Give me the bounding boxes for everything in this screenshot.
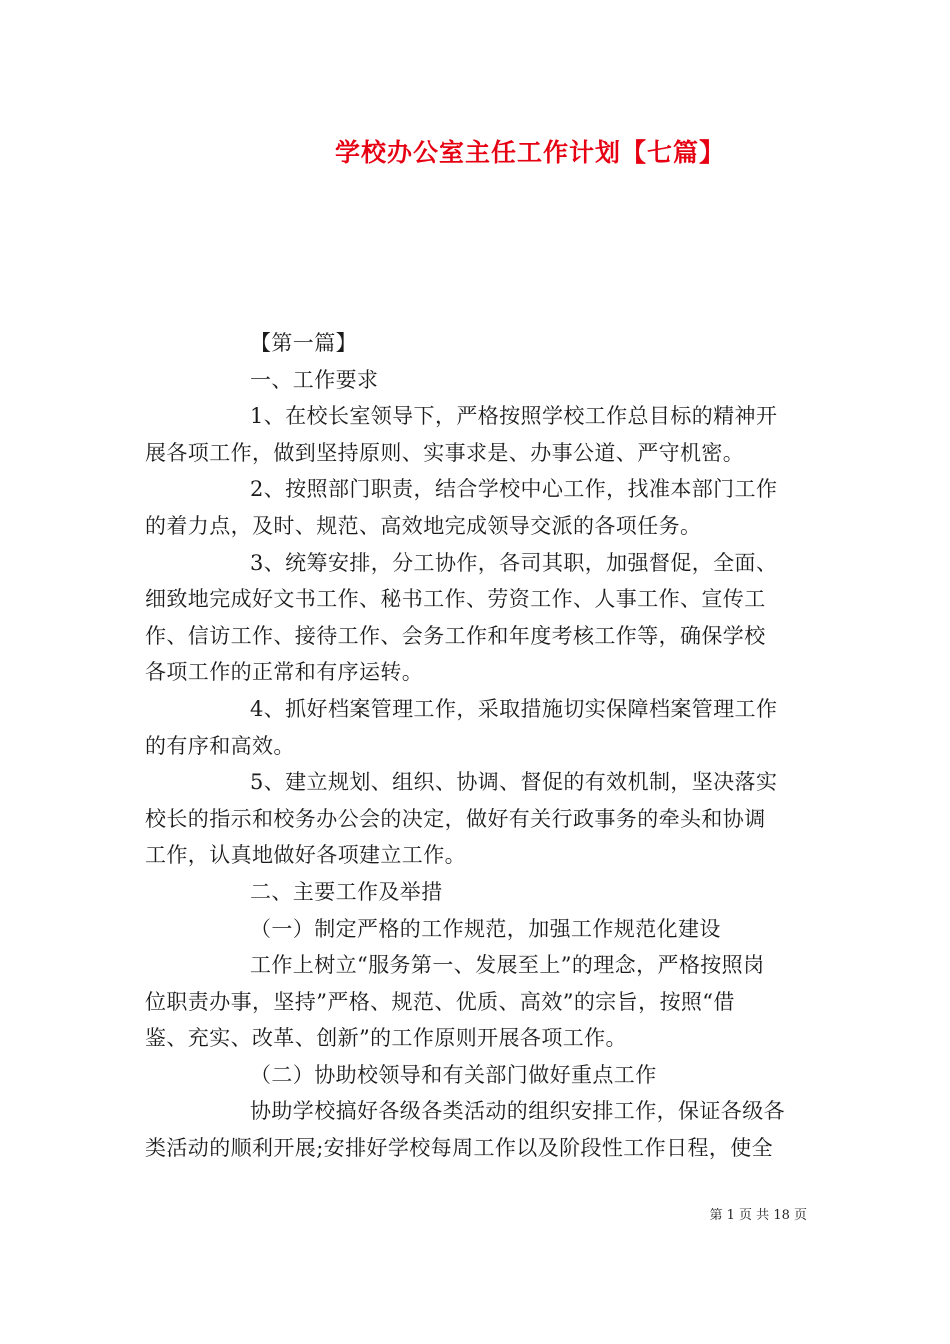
page-title: 学校办公室主任工作计划【七篇】 [334, 138, 725, 167]
text-line: 一、工作要求 [250, 367, 379, 392]
text-line: 位职责办事，坚持”严格、规范、优质、高效”的宗旨，按照“借 [145, 989, 735, 1014]
document-body [145, 325, 810, 1167]
text-line: 鉴、充实、改革、创新”的工作原则开展各项工作。 [145, 1026, 627, 1051]
page-number: 第 1 页 共 18 页 [709, 1208, 807, 1223]
text-line: 3、统筹安排，分工协作，各司其职，加强督促，全面、 [250, 550, 778, 575]
text-line: （一）制定严格的工作规范，加强工作规范化建设 [250, 916, 721, 941]
text-line: 作、信访工作、接待工作、会务工作和年度考核工作等，确保学校 [145, 623, 766, 648]
text-line: 校长的指示和校务办公会的决定，做好有关行政事务的牵头和协调 [145, 806, 766, 831]
text-line: 二、主要工作及举措 [250, 879, 443, 904]
text-line: 4、抓好档案管理工作，采取措施切实保障档案管理工作 [250, 696, 778, 721]
text-line: 工作，认真地做好各项建立工作。 [145, 843, 466, 868]
text-line: 细致地完成好文书工作、秘书工作、劳资工作、人事工作、宣传工 [145, 587, 766, 612]
text-line: 的着力点，及时、规范、高效地完成领导交派的各项任务。 [145, 513, 702, 538]
text-line: 2、按照部门职责，结合学校中心工作，找准本部门工作 [250, 477, 778, 502]
text-line: 的有序和高效。 [145, 733, 295, 758]
text-line: 5、建立规划、组织、协调、督促的有效机制，坚决落实 [250, 770, 778, 795]
text-line: 各项工作的正常和有序运转。 [145, 660, 424, 685]
text-line: 协助学校搞好各级各类活动的组织安排工作，保证各级各 [250, 1099, 785, 1124]
text-line: （二）协助校领导和有关部门做好重点工作 [250, 1062, 657, 1087]
text-line: 【第一篇】 [250, 331, 357, 355]
text-line: 类活动的顺利开展;安排好学校每周工作以及阶段性工作日程，使全 [145, 1136, 774, 1161]
text-line: 展各项工作，做到坚持原则、实事求是、办事公道、严守机密。 [145, 440, 745, 465]
text-line: 工作上树立“服务第一、发展至上”的理念，严格按照岗 [250, 953, 765, 978]
text-line: 1、在校长室领导下，严格按照学校工作总目标的精神开 [250, 404, 778, 429]
